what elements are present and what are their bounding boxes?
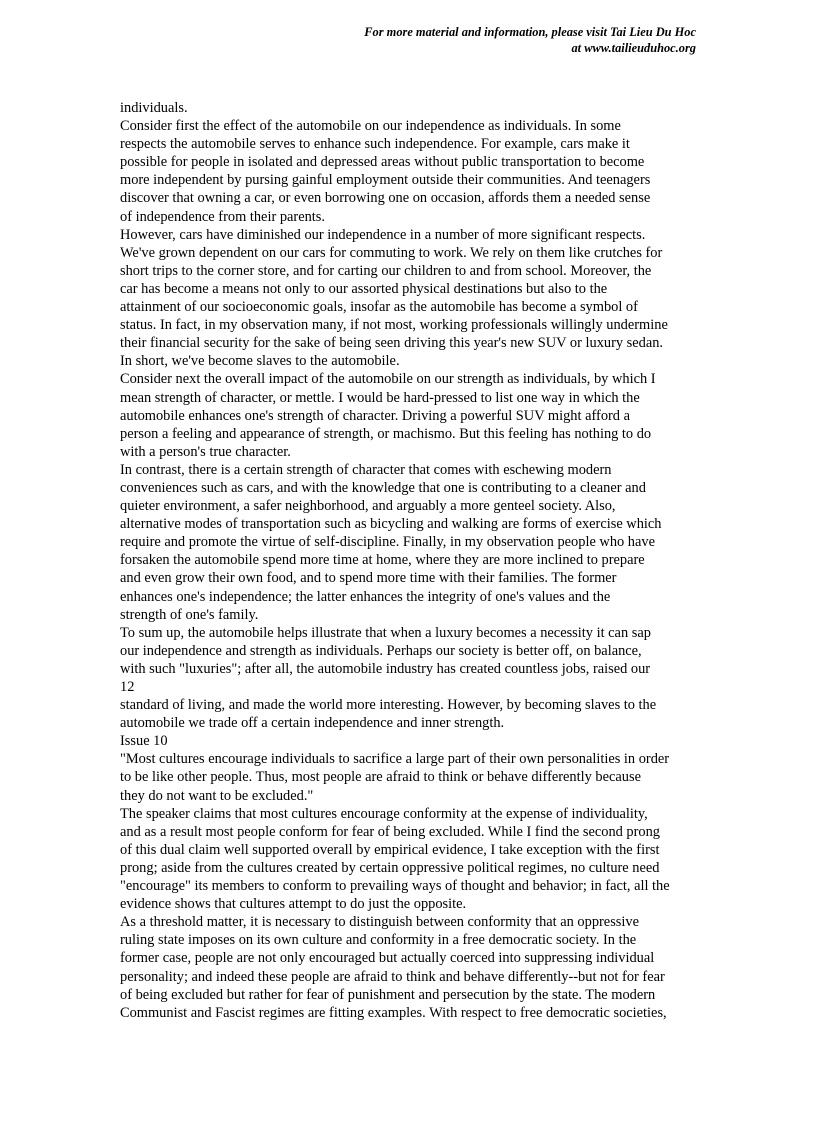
text-line: However, cars have diminished our independence in a number of more significant respects. bbox=[120, 226, 646, 243]
text-line: of this dual claim well supported overall by empirical evidence, I take exception with the first bbox=[120, 841, 660, 858]
text-line: conveniences such as cars, and with the knowledge that one is contributing to a cleaner and bbox=[120, 479, 646, 496]
text-line: status. In fact, in my observation many, if not most, working professionals willingly undermine bbox=[120, 317, 668, 334]
text-line: standard of living, and made the world more interesting. However, by becoming slaves to the bbox=[120, 697, 657, 714]
text-line: quieter environment, a safer neighborhood, and arguably a more genteel society. Also, bbox=[120, 498, 616, 515]
text-line: To sum up, the automobile helps illustrate that when a luxury becomes a necessity it can sap bbox=[120, 624, 651, 641]
text-line: 12 bbox=[120, 679, 135, 695]
text-line: enhances one's independence; the latter enhances the integrity of one's values and the bbox=[120, 588, 611, 605]
text-line: our independence and strength as individuals. Perhaps our society is better off, on balance, bbox=[120, 642, 642, 659]
text-line: mean strength of character, or mettle. I would be hard-pressed to list one way in which the bbox=[120, 389, 640, 406]
text-line: We've grown dependent on our cars for commuting to work. We rely on them like crutches for bbox=[120, 244, 663, 261]
text-line: of being excluded but rather for fear of punishment and persecution by the state. The modern bbox=[120, 986, 656, 1003]
text-line: strength of one's family. bbox=[120, 606, 259, 623]
text-line: discover that owning a car, or even borrowing one on occasion, affords them a needed sense bbox=[120, 190, 651, 207]
text-line: ruling state imposes on its own culture and conformity in a free democratic society. In the bbox=[120, 932, 637, 949]
text-line: The speaker claims that most cultures encourage conformity at the expense of individuality, bbox=[120, 805, 648, 822]
text-line: possible for people in isolated and depressed areas without public transportation to become bbox=[120, 154, 645, 171]
text-line: person a feeling and appearance of strength, or machismo. But this feeling has nothing to do bbox=[120, 425, 652, 442]
text-line: As a threshold matter, it is necessary to distinguish between conformity that an oppressive bbox=[120, 914, 639, 931]
text-line: require and promote the virtue of self-discipline. Finally, in my observation people who have bbox=[120, 534, 655, 551]
text-line: and as a result most people conform for fear of being excluded. While I find the second prong bbox=[120, 823, 661, 840]
text-line: individuals. bbox=[120, 100, 188, 116]
text-line: with a person's true character. bbox=[120, 443, 291, 460]
text-line: prong; aside from the cultures created by certain oppressive political regimes, no culture need bbox=[120, 859, 660, 876]
document-body bbox=[120, 99, 700, 1022]
text-line: Consider first the effect of the automobile on our independence as individuals. In some bbox=[120, 118, 621, 135]
text-line: car has become a means not only to our assorted physical destinations but also to the bbox=[120, 280, 608, 297]
text-line: Consider next the overall impact of the automobile on our strength as individuals, by which I bbox=[120, 371, 656, 388]
text-line: personality; and indeed these people are afraid to think and behave differently--but not for fear bbox=[120, 968, 665, 985]
text-line: short trips to the corner store, and for carting our children to and from school. Moreover, the bbox=[120, 262, 652, 279]
text-line: alternative modes of transportation such as bicycling and walking are forms of exercise which bbox=[120, 516, 662, 533]
text-line: Communist and Fascist regimes are fitting examples. With respect to free democratic societies, bbox=[120, 1004, 667, 1021]
text-line: with such "luxuries"; after all, the automobile industry has created countless jobs, raised our bbox=[120, 660, 651, 677]
text-line: respects the automobile serves to enhance such independence. For example, cars make it bbox=[120, 136, 630, 153]
header-line-2: at www.tailieuduhoc.org bbox=[571, 41, 696, 55]
text-line: In contrast, there is a certain strength of character that comes with eschewing modern bbox=[120, 461, 612, 478]
text-line: of independence from their parents. bbox=[120, 208, 325, 225]
text-line: they do not want to be excluded." bbox=[120, 787, 314, 804]
text-line: "encourage" its members to conform to prevailing ways of thought and behavior; in fact, all the bbox=[120, 878, 670, 895]
text-line: automobile enhances one's strength of character. Driving a powerful SUV might afford a bbox=[120, 407, 630, 424]
text-line: Issue 10 bbox=[120, 733, 168, 750]
text-line: evidence shows that cultures attempt to do just the opposite. bbox=[120, 896, 467, 913]
text-line: In short, we've become slaves to the automobile. bbox=[120, 353, 400, 370]
page-header bbox=[364, 24, 696, 56]
text-line: forsaken the automobile spend more time at home, where they are more inclined to prepare bbox=[120, 552, 645, 569]
text-line: automobile we trade off a certain independence and inner strength. bbox=[120, 715, 505, 732]
text-line: and even grow their own food, and to spend more time with their families. The former bbox=[120, 570, 617, 587]
header-line-1: For more material and information, please visit Tai Lieu Du Hoc bbox=[364, 25, 696, 39]
text-line: attainment of our socioeconomic goals, insofar as the automobile has become a symbol of bbox=[120, 299, 638, 316]
text-line: more independent by pursing gainful employment outside their communities. And teenagers bbox=[120, 172, 651, 189]
text-line: their financial security for the sake of being seen driving this year's new SUV or luxury sedan. bbox=[120, 335, 664, 352]
text-line: to be like other people. Thus, most people are afraid to think or behave differently because bbox=[120, 769, 641, 786]
text-line: former case, people are not only encouraged but actually coerced into suppressing individual bbox=[120, 950, 655, 967]
text-line: "Most cultures encourage individuals to sacrifice a large part of their own personalities in order bbox=[120, 751, 670, 768]
